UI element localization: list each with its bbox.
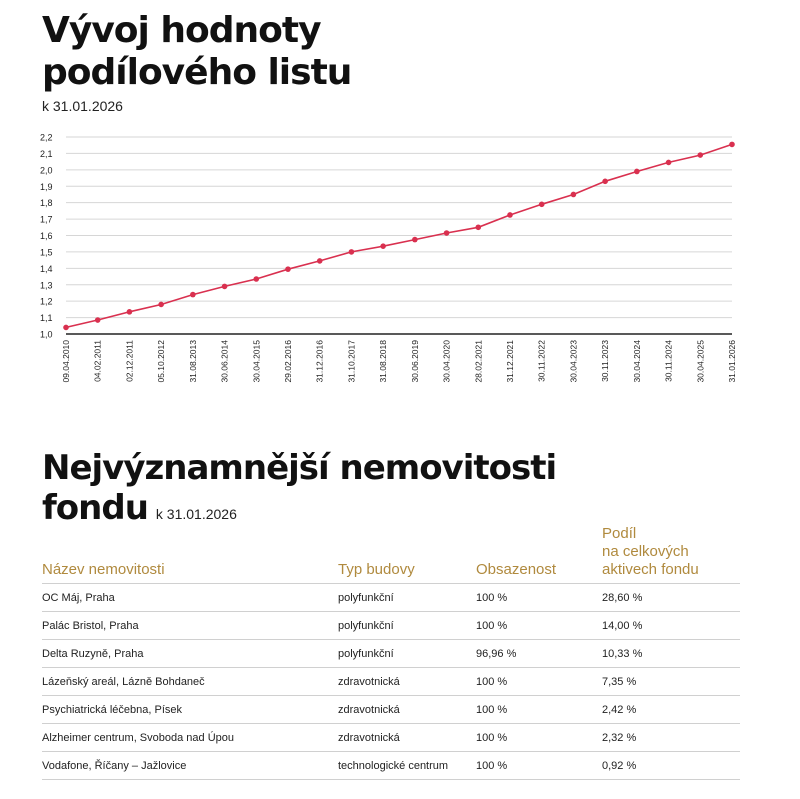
- data-point: [729, 142, 735, 148]
- cell-occupancy: 100 %: [476, 668, 602, 696]
- data-point: [63, 325, 69, 331]
- cell-share: 0,92 %: [602, 752, 740, 780]
- properties-title: [42, 448, 556, 534]
- header-share-line-1: Podíl: [602, 525, 637, 542]
- table-row: [42, 696, 740, 724]
- x-tick-label: 30.04.2025: [695, 340, 706, 383]
- data-point: [539, 202, 545, 208]
- header-share-line-3: aktivech fondu: [602, 561, 699, 578]
- y-tick-label: 1,4: [40, 263, 53, 274]
- cell-name: Psychiatrická léčebna, Písek: [42, 696, 338, 724]
- properties-title-line-2: fondu: [42, 488, 148, 528]
- x-tick-label: 30.04.2015: [251, 340, 262, 383]
- cell-occupancy: 96,96 %: [476, 640, 602, 668]
- x-tick-label: 30.04.2024: [631, 340, 642, 383]
- cell-share: 28,60 %: [602, 584, 740, 612]
- y-tick-label: 1,5: [40, 247, 53, 258]
- x-tick-label: 02.12.2011: [124, 340, 135, 382]
- cell-share: 14,00 %: [602, 612, 740, 640]
- x-tick-label: 05.10.2012: [156, 340, 167, 383]
- cell-type: polyfunkční: [338, 584, 476, 612]
- data-point: [475, 224, 481, 230]
- cell-name: Lázeňský areál, Lázně Bohdaneč: [42, 668, 338, 696]
- data-point: [571, 192, 577, 198]
- data-point: [158, 302, 164, 308]
- cell-occupancy: 100 %: [476, 584, 602, 612]
- cell-share: 2,42 %: [602, 696, 740, 724]
- x-tick-label: 30.06.2014: [219, 340, 230, 383]
- y-tick-label: 2,2: [40, 132, 53, 143]
- data-point: [349, 249, 355, 255]
- cell-type: polyfunkční: [338, 640, 476, 668]
- header-occupancy: Obsazenost: [476, 525, 602, 584]
- x-tick-label: 31.01.2026: [727, 340, 737, 383]
- x-tick-label: 09.04.2010: [61, 340, 71, 383]
- properties-table: [42, 525, 740, 780]
- data-point: [602, 179, 608, 185]
- x-tick-label: 30.11.2022: [536, 340, 547, 382]
- data-point: [666, 160, 672, 166]
- header-share: [602, 525, 740, 584]
- data-point: [127, 309, 133, 315]
- cell-share: 7,35 %: [602, 668, 740, 696]
- cell-type: zdravotnická: [338, 724, 476, 752]
- chart-title-line-1: Vývoj hodnoty: [42, 10, 321, 51]
- data-point: [507, 212, 513, 218]
- x-tick-label: 31.12.2021: [505, 340, 515, 383]
- data-point: [412, 237, 418, 243]
- cell-name: Vodafone, Říčany – Jažlovice: [42, 752, 338, 780]
- data-point: [444, 230, 450, 236]
- x-tick-label: 30.04.2020: [441, 340, 452, 383]
- data-point: [222, 284, 228, 290]
- x-tick-label: 31.08.2018: [378, 340, 389, 383]
- table-row: [42, 668, 740, 696]
- data-point: [95, 317, 101, 323]
- properties-asof: k 31.01.2026: [155, 506, 237, 522]
- cell-name: Palác Bristol, Praha: [42, 612, 338, 640]
- cell-name: Alzheimer centrum, Svoboda nad Úpou: [42, 724, 338, 752]
- y-tick-label: 1,0: [40, 329, 53, 340]
- data-point: [634, 169, 640, 175]
- cell-occupancy: 100 %: [476, 696, 602, 724]
- table-row: [42, 584, 740, 612]
- table-row: [42, 752, 740, 780]
- cell-type: zdravotnická: [338, 696, 476, 724]
- data-point: [380, 243, 386, 249]
- chart-title-line-2: podílového listu: [42, 52, 352, 93]
- x-tick-label: 31.08.2013: [187, 340, 198, 383]
- line-chart: [0, 125, 800, 410]
- cell-share: 2,32 %: [602, 724, 740, 752]
- table-row: [42, 612, 740, 640]
- data-point: [317, 258, 323, 264]
- y-tick-label: 1,2: [40, 296, 53, 307]
- y-tick-label: 1,1: [40, 313, 53, 324]
- data-point: [253, 276, 259, 282]
- properties-title-line-1: Nejvýznamnější nemovitosti: [42, 448, 557, 488]
- x-tick-label: 30.11.2023: [600, 340, 611, 382]
- x-tick-label: 04.02.2011: [92, 340, 103, 382]
- y-tick-label: 1,8: [40, 198, 53, 209]
- x-tick-label: 31.12.2016: [314, 340, 325, 383]
- x-tick-label: 31.10.2017: [346, 340, 357, 383]
- x-tick-label: 30.04.2023: [568, 340, 579, 383]
- y-tick-label: 1,7: [40, 214, 53, 225]
- cell-occupancy: 100 %: [476, 724, 602, 752]
- chart-title: [42, 10, 351, 94]
- y-tick-label: 2,0: [40, 165, 53, 176]
- cell-name: OC Máj, Praha: [42, 584, 338, 612]
- x-tick-label: 29.02.2016: [283, 340, 293, 383]
- y-tick-label: 1,3: [40, 280, 53, 291]
- header-type: Typ budovy: [338, 525, 476, 584]
- data-point: [285, 266, 291, 272]
- data-point: [697, 152, 703, 158]
- cell-occupancy: 100 %: [476, 612, 602, 640]
- y-tick-label: 1,9: [40, 181, 53, 192]
- cell-type: technologické centrum: [338, 752, 476, 780]
- table-row: [42, 724, 740, 752]
- header-share-line-2: na celkových: [602, 543, 689, 560]
- cell-share: 10,33 %: [602, 640, 740, 668]
- header-name: Název nemovitosti: [42, 525, 338, 584]
- cell-type: polyfunkční: [338, 612, 476, 640]
- y-tick-label: 2,1: [40, 148, 53, 159]
- table-row: [42, 640, 740, 668]
- cell-type: zdravotnická: [338, 668, 476, 696]
- data-point: [190, 292, 196, 298]
- y-tick-label: 1,6: [40, 231, 53, 241]
- x-tick-label: 30.11.2024: [663, 340, 674, 382]
- table-header-row: [42, 525, 740, 584]
- x-tick-label: 28.02.2021: [473, 340, 484, 383]
- cell-occupancy: 100 %: [476, 752, 602, 780]
- cell-name: Delta Ruzyně, Praha: [42, 640, 338, 668]
- chart-subtitle: k 31.01.2026: [42, 98, 123, 114]
- x-tick-label: 30.06.2019: [409, 340, 420, 383]
